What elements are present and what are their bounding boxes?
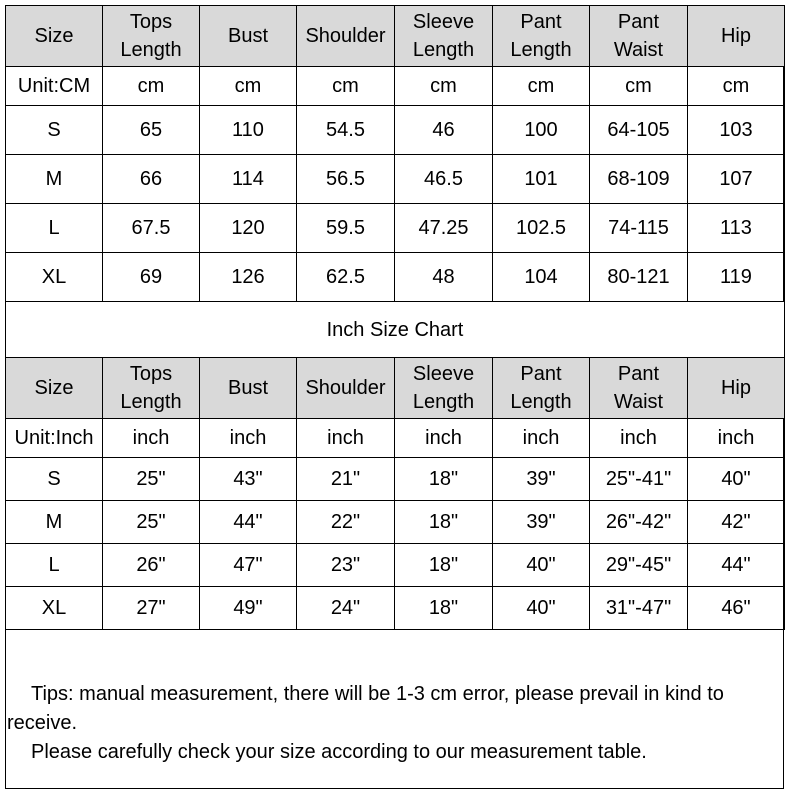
cm-size-row-cell: 104 (493, 253, 590, 302)
cm-size-row-cell: S (6, 106, 103, 155)
cm-size-row-cell: 110 (200, 106, 297, 155)
cm-header-row (6, 6, 785, 67)
inch-size-row-cell: 39" (493, 458, 590, 501)
inch-size-row-cell: 47" (200, 544, 297, 587)
inch-size-row-cell: L (6, 544, 103, 587)
cm-size-row-cell: 54.5 (297, 106, 395, 155)
inch-size-row-cell: 18" (395, 458, 493, 501)
inch-unit-row (6, 419, 785, 458)
cm-size-row-cell: 65 (103, 106, 200, 155)
cm-unit-row-cell: Unit:CM (6, 67, 103, 106)
inch-size-row-cell: 46" (688, 587, 785, 630)
inch-unit-row-cell: Unit:Inch (6, 419, 103, 458)
inch-size-row-cell: 18" (395, 544, 493, 587)
cm-size-row-cell: 66 (103, 155, 200, 204)
cm-size-row-cell: 113 (688, 204, 785, 253)
inch-size-row (6, 501, 785, 544)
cm-size-row-cell: 67.5 (103, 204, 200, 253)
inch-size-row-cell: XL (6, 587, 103, 630)
inch-title-row (6, 302, 785, 358)
cm-size-row-cell: 74-115 (590, 204, 688, 253)
inch-unit-row-cell: inch (493, 419, 590, 458)
cm-size-row-cell: 101 (493, 155, 590, 204)
cm-size-row-cell: 126 (200, 253, 297, 302)
inch-header-row-cell: Shoulder (297, 358, 395, 419)
inch-size-row-cell: 25" (103, 501, 200, 544)
inch-size-row-cell: 18" (395, 501, 493, 544)
inch-size-row-cell: 18" (395, 587, 493, 630)
inch-header-row-cell: Size (6, 358, 103, 419)
inch-size-row-cell: 23" (297, 544, 395, 587)
tips-box (7, 648, 783, 788)
cm-size-row-cell: M (6, 155, 103, 204)
inch-size-row-cell: 27" (103, 587, 200, 630)
cm-unit-row-cell: cm (395, 67, 493, 106)
cm-size-row (6, 106, 785, 155)
cm-unit-row-cell: cm (493, 67, 590, 106)
inch-header-row-cell: Tops Length (103, 358, 200, 419)
cm-size-row-cell: L (6, 204, 103, 253)
inch-size-row-cell: 25"-41" (590, 458, 688, 501)
cm-size-row-cell: 56.5 (297, 155, 395, 204)
cm-unit-row-cell: cm (688, 67, 785, 106)
inch-size-row-cell: 40" (493, 544, 590, 587)
cm-unit-row (6, 67, 785, 106)
cm-size-row-cell: 46.5 (395, 155, 493, 204)
cm-size-row-cell: 69 (103, 253, 200, 302)
inch-size-row (6, 544, 785, 587)
cm-header-row-cell: Shoulder (297, 6, 395, 67)
cm-size-row-cell: 80-121 (590, 253, 688, 302)
cm-header-row-cell: Bust (200, 6, 297, 67)
inch-size-row-cell: 44" (200, 501, 297, 544)
cm-header-row-cell: Hip (688, 6, 785, 67)
inch-size-row-cell: 22" (297, 501, 395, 544)
inch-size-row (6, 458, 785, 501)
cm-unit-row-cell: cm (200, 67, 297, 106)
cm-size-row-cell: 107 (688, 155, 785, 204)
inch-unit-row-cell: inch (200, 419, 297, 458)
cm-size-row-cell: 100 (493, 106, 590, 155)
inch-unit-row-cell: inch (688, 419, 785, 458)
inch-header-row-cell: Bust (200, 358, 297, 419)
cm-size-row (6, 253, 785, 302)
cm-header-row-cell: Tops Length (103, 6, 200, 67)
inch-size-row-cell: 31"-47" (590, 587, 688, 630)
inch-size-row-cell: 21" (297, 458, 395, 501)
cm-size-row (6, 204, 785, 253)
inch-header-row (6, 358, 785, 419)
tip-measurement-error: Tips: manual measurement, there will be 1-3 cm error, please prevail in kind to receive. (7, 683, 724, 734)
cm-unit-row-cell: cm (297, 67, 395, 106)
inch-unit-row-cell: inch (103, 419, 200, 458)
inch-header-row-cell: Hip (688, 358, 785, 419)
cm-size-row-cell: 59.5 (297, 204, 395, 253)
cm-size-row-cell: 68-109 (590, 155, 688, 204)
tip-check-size: Please carefully check your size according to our measurement table. (31, 741, 647, 763)
cm-header-row-cell: Pant Waist (590, 6, 688, 67)
inch-size-row-cell: 49" (200, 587, 297, 630)
inch-size-row-cell: 26"-42" (590, 501, 688, 544)
inch-size-row-cell: 40" (493, 587, 590, 630)
cm-header-row-cell: Sleeve Length (395, 6, 493, 67)
cm-size-row-cell: 119 (688, 253, 785, 302)
inch-size-row-cell: 42" (688, 501, 785, 544)
inch-size-row-cell: 24" (297, 587, 395, 630)
inch-size-row-cell: 39" (493, 501, 590, 544)
inch-size-row-cell: S (6, 458, 103, 501)
cm-size-row (6, 155, 785, 204)
cm-size-row-cell: 114 (200, 155, 297, 204)
cm-size-row-cell: 102.5 (493, 204, 590, 253)
cm-size-row-cell: 46 (395, 106, 493, 155)
cm-unit-row-cell: cm (590, 67, 688, 106)
cm-size-row-cell: 64-105 (590, 106, 688, 155)
inch-size-row-cell: 44" (688, 544, 785, 587)
cm-size-row-cell: XL (6, 253, 103, 302)
inch-unit-row-cell: inch (590, 419, 688, 458)
inch-size-row-cell: 40" (688, 458, 785, 501)
inch-header-row-cell: Sleeve Length (395, 358, 493, 419)
size-chart (5, 5, 784, 789)
inch-size-row-cell: 43" (200, 458, 297, 501)
cm-header-row-cell: Size (6, 6, 103, 67)
cm-size-row-cell: 48 (395, 253, 493, 302)
inch-size-row (6, 587, 785, 630)
cm-unit-row-cell: cm (103, 67, 200, 106)
inch-header-row-cell: Pant Length (493, 358, 590, 419)
inch-size-row-cell: 29"-45" (590, 544, 688, 587)
cm-header-row-cell: Pant Length (493, 6, 590, 67)
cm-size-row-cell: 120 (200, 204, 297, 253)
inch-size-row-cell: 26" (103, 544, 200, 587)
cm-size-row-cell: 62.5 (297, 253, 395, 302)
cm-size-row-cell: 103 (688, 106, 785, 155)
inch-unit-row-cell: inch (395, 419, 493, 458)
inch-chart-title: Inch Size Chart (6, 302, 785, 358)
inch-size-row-cell: 25" (103, 458, 200, 501)
cm-size-row-cell: 47.25 (395, 204, 493, 253)
inch-unit-row-cell: inch (297, 419, 395, 458)
size-table (5, 5, 785, 630)
inch-size-row-cell: M (6, 501, 103, 544)
inch-header-row-cell: Pant Waist (590, 358, 688, 419)
